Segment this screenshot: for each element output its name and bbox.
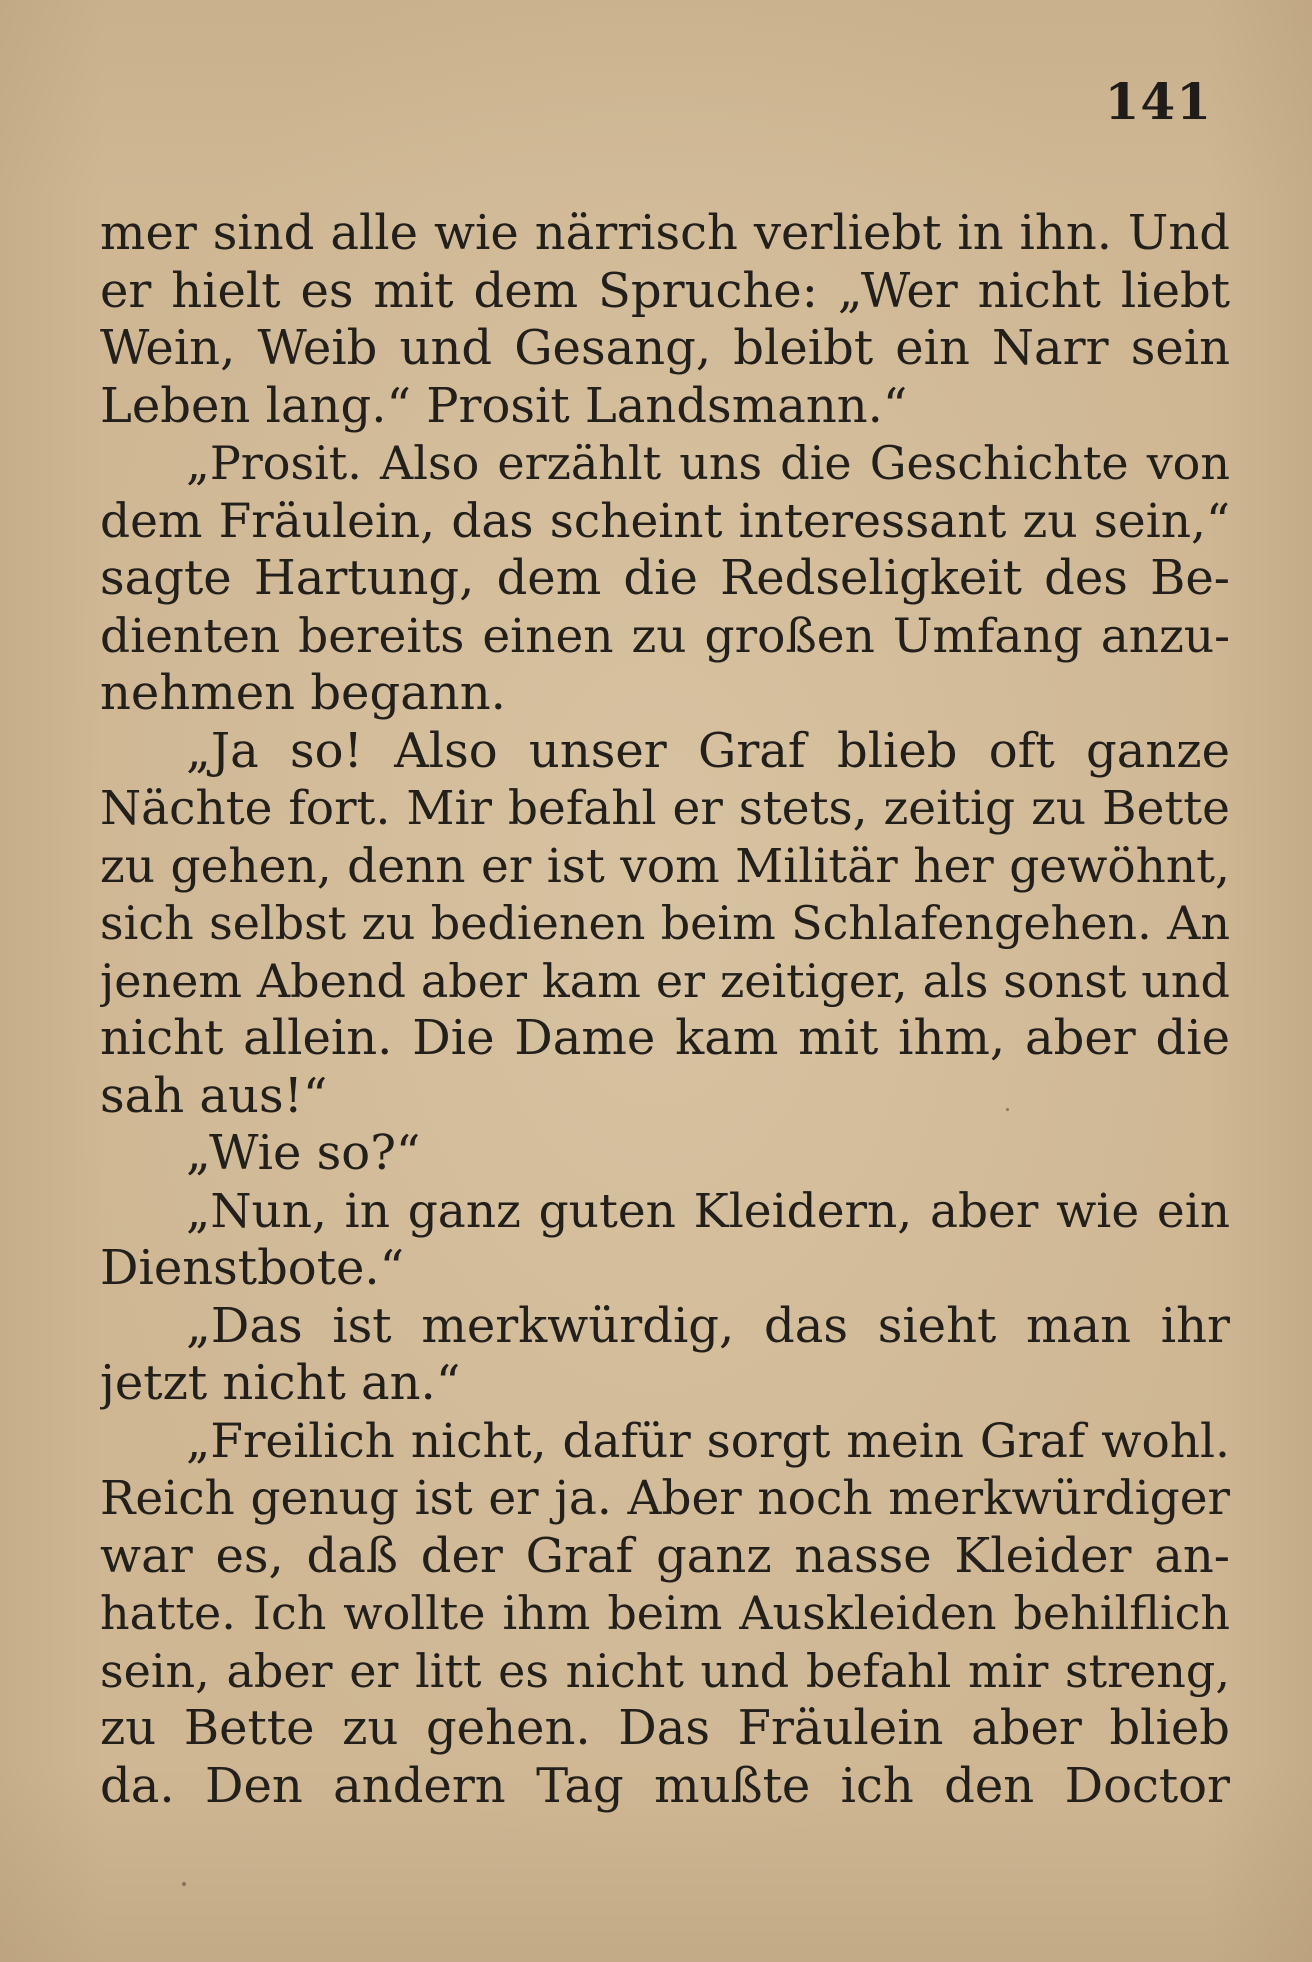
paper-speck [1006,1108,1009,1111]
page-number: 141 [1104,72,1212,131]
text-line: „Wie so?“ [186,1125,421,1181]
text-line: sich selbst zu bedienen beim Schlafengehen. An [100,896,1230,950]
text-line: jenem Abend aber kam er zeitiger, als sonst und [100,953,1230,1008]
text-line: sein, aber er litt es nicht und befahl mir streng, [100,1643,1230,1698]
text-line: Wein, Weib und Gesang, bleibt ein Narr sein [100,320,1230,376]
body-text [100,205,1230,1815]
text-line: Dienstbote.“ [100,1240,405,1296]
text-line: er hielt es mit dem Spruche: „Wer nicht liebt [100,262,1230,319]
text-line: sah aus!“ [100,1067,328,1124]
text-line: war es, daß der Graf ganz nasse Kleider an- [100,1527,1230,1584]
text-line: zu gehen, denn er ist vom Militär her gewöhnt, [100,838,1230,894]
text-line: Leben lang.“ Prosit Landsmann.“ [100,377,908,434]
text-line: Nächte fort. Mir befahl er stets, zeitig zu Bette [100,781,1230,836]
paper-speck [182,1882,186,1886]
text-line: mer sind alle wie närrisch verliebt in ihn. Und [100,205,1230,261]
text-line: sagte Hartung, dem die Redseligkeit des Be- [100,550,1230,606]
text-line: zu Bette zu gehen. Das Fräulein aber blieb [100,1700,1230,1756]
text-line: „Nun, in ganz guten Kleidern, aber wie ein [186,1183,1230,1239]
text-line: hatte. Ich wollte ihm beim Auskleiden behilflich [100,1586,1230,1640]
text-line: dienten bereits einen zu großen Umfang anzu- [100,608,1230,664]
text-line: Reich genug ist er ja. Aber noch merkwürdiger [100,1471,1230,1526]
text-line: „Prosit. Also erzählt uns die Geschichte von [186,436,1230,490]
text-line: „Freilich nicht, dafür sorgt mein Graf wohl. [186,1413,1230,1469]
text-line: „Das ist merkwürdig, das sieht man ihr [186,1297,1230,1354]
text-line: „Ja so! Also unser Graf blieb oft ganze [186,722,1230,779]
text-line: da. Den andern Tag mußte ich den Doctor [100,1757,1230,1814]
text-line: nehmen begann. [100,665,506,721]
text-line: dem Fräulein, das scheint interessant zu sein,“ [100,493,1230,549]
text-line: nicht allein. Die Dame kam mit ihm, aber die [100,1010,1230,1066]
text-line: jetzt nicht an.“ [100,1355,461,1411]
